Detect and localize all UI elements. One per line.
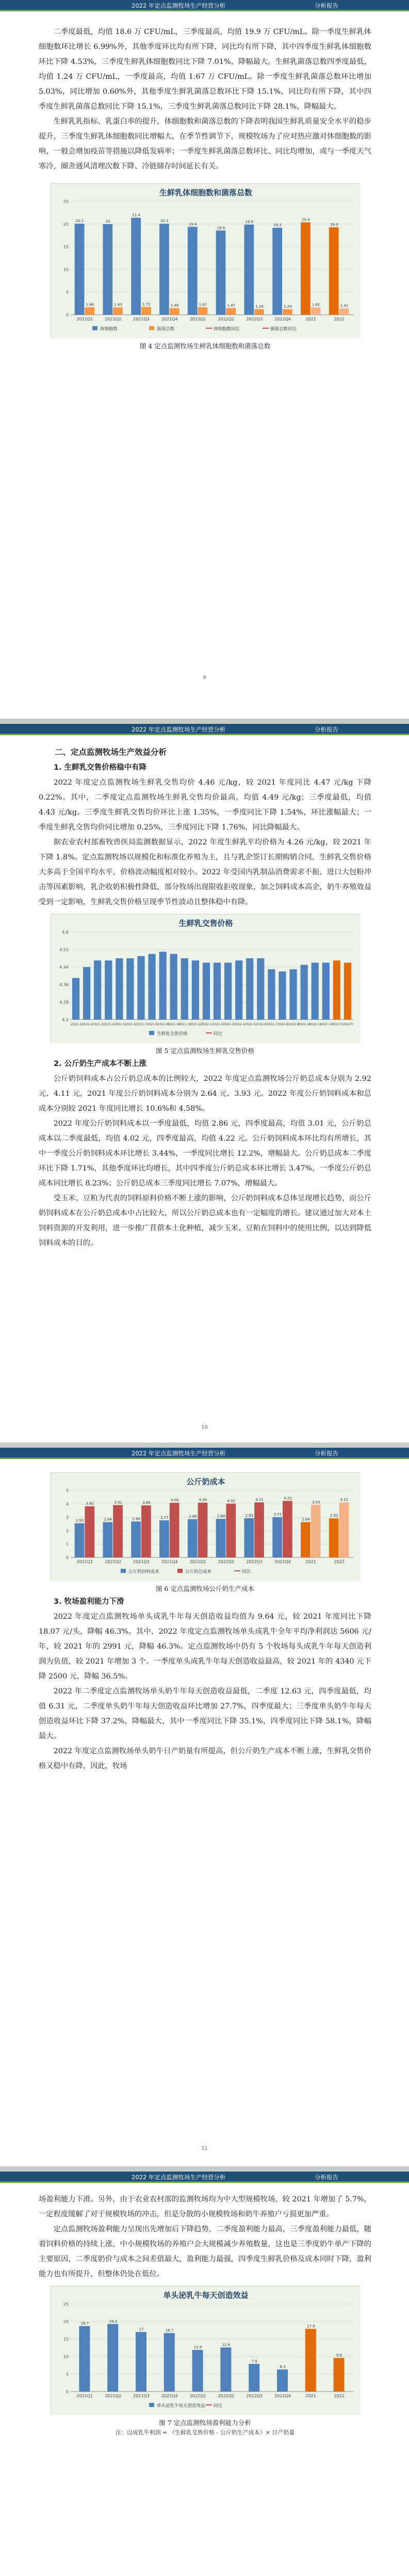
legend-label: 同比 [213,2403,222,2409]
bar [289,969,297,1020]
x-tick-label: 2021年 [331,1023,342,1026]
bar [339,1502,349,1557]
data-label: 19.3 [108,2319,117,2324]
y-tick-label: 4.6 [61,930,69,935]
paragraph: 2022 年度定点监测牧场生鲜乳交售均价 4.46 元/kg，较 2021 年度同比 4.47 元/kg 下降 0.22%。其中，二季度定点监测牧场生鲜乳交售均价最高，均值 4.49 元/kg；三季度最低，均值 4.43 元/kg。三季度生鲜乳交售均价环比上涨 1.35%，一季度同比下降 1.54%，环比涨幅最大；一季度生鲜乳交售均价同比增加 0.25%，三季度同比下降 1.76%，同比降幅最大。 [39,778,371,832]
y-tick-label: 1 [66,1542,69,1547]
header-right: 分析报告 [315,1450,338,1457]
x-tick-label: 2021Q4 [161,2394,178,2398]
bar [305,2329,316,2392]
page-header [0,724,409,735]
data-label: 17 [139,2327,143,2332]
data-label: 21.4 [132,213,140,217]
paragraph: 2022 年度定点监测牧场单头成乳牛年每天创造收益均值为 9.64 元，较 2021 年度同比下降 18.07 元/头，降幅 46.3%。其中，2022 年度定点监测牧场单头成乳牛全年平均净利润达 5606 元/年，较 2021 年的 2991 元，降幅 46.3%。定点监测牧场中仍有 5 个牧场每头成乳牛年每天创造利润为负值，较 2021 年增加 3 个。一季度单头成乳牛年每天创造收益最高，较 2021 年的 4340 元下降 2500 元，降幅 36.5%。 [39,1613,371,1681]
bar [116,958,123,1020]
bar [329,227,338,315]
data-label: 4.02 [226,1499,235,1503]
y-tick-label: 20 [63,2319,69,2324]
y-tick-label: 2 [66,1529,69,1533]
bar [131,218,141,315]
page-header [0,2172,409,2183]
bar [169,308,179,315]
bar [301,222,310,315]
legend-label: 公斤奶总成本 [185,1569,211,1574]
page-number: 11 [201,2146,208,2151]
figure-caption: 图 5 定点监测牧场生鲜乳交售价格 [156,1047,254,1055]
x-tick-label: 2022Q3 [246,2394,263,2398]
x-tick-label: 2021-12 [189,1023,202,1026]
x-tick-label: 2022-1 [201,1023,212,1026]
data-label: 2.64 [301,1517,310,1522]
bar [113,1505,123,1557]
bar [74,224,84,315]
bar [220,2347,231,2392]
bar [94,960,101,1020]
x-tick-label: 2021Q4 [161,317,178,321]
data-label: 20 [105,219,110,224]
x-tick-label: 2022Q4 [274,2394,291,2398]
legend-label: 菌落总数 [156,327,174,332]
data-label: 2.55 [75,1518,84,1523]
y-tick-label: 0 [66,1555,69,1560]
profit-chart [51,2286,360,2415]
data-label: 1.46 [170,303,178,308]
data-label: 19.2 [273,223,282,228]
section-heading: 二、定点监测牧场生产效益分析 [55,748,167,757]
x-tick-label: 2022 [333,317,345,321]
header-title: 2022 年定点监测牧场生产经营分析 [132,2,226,9]
x-tick-label: 2022Q2 [218,1560,234,1564]
page-number: 10 [201,1425,208,1430]
y-tick-label: 10 [63,267,69,272]
x-tick-label: 2022-4 [233,1023,244,1026]
y-tick-label: 15 [63,245,69,249]
y-tick-label: 5 [66,1488,69,1493]
bar [187,227,197,315]
y-tick-label: 4 [66,1502,69,1506]
milk-price-chart [51,914,360,1043]
data-label: 4.09 [199,1498,207,1502]
chart-title: 生鲜乳体细胞数和菌落总数 [159,188,252,197]
bar [226,1503,236,1557]
bar [148,954,155,1020]
data-label: 1.47 [226,303,235,308]
bar [300,965,307,1020]
bar [333,2358,344,2392]
data-label: 17.9 [306,2324,315,2329]
data-label: 3.82 [85,1501,94,1506]
paragraph: 场盈利能力下滑。另外，由于农业农村部的监测牧场均为中大型规模牧场，较 2021 年增加了 5.7%，一定程度缓解了对于规模牧场的冲击，但是分散的小规模牧场和奶牛养殖户亏损更加严重。 [39,2195,371,2218]
x-tick-label: 2022-10 [298,1023,311,1026]
bar [107,2324,118,2392]
x-tick-label: 2022Q4 [274,317,291,321]
data-label: 1.62 [312,302,320,307]
data-label: 19.4 [188,222,197,227]
bar [213,963,220,1020]
x-tick-label: 2021-10 [167,1023,181,1026]
data-label: 16.7 [165,2328,174,2333]
x-tick-label: 2022Q2 [218,2394,234,2398]
x-tick-label: 2021-11 [178,1023,191,1026]
paragraph: 2022 年二季度定点监测牧场单头奶牛年每天创造收益最低，二季度 12.63 元，四季度最低，均值 6.31 元，二季度单头奶牛年每天创造收益环比增加 27.7%，四季度最大；三季度单头奶牛年每天创造收益环比下降 37.2%，降幅最大，其中一季度同比下降 35.1%，四季度同比下降 58.1%，降幅最大。 [39,1687,371,1740]
bar [126,958,134,1020]
x-tick-label: 2021-9 [157,1023,169,1026]
page-content [39,2192,371,2437]
bar [224,963,232,1020]
chart-title: 公斤奶成本 [186,1477,225,1486]
data-label: 1.41 [340,303,348,308]
paragraph: 据农业农村部畜牧兽医局监测数据显示，2022 年度生鲜乳平均价格为 4.26 元/kg，较 2021 年下降 1.8%。定点监测牧场以规模化和标准化养殖为主，且与乳企签订长期购销合同，生鲜乳交售价格大多高于全国平均水平，价格波动幅度相对较小。2022 年受国内乳制品消费需求不振、进口大包粉冲击等因素影响，乳企收奶积极性降低，部分牧场出现限收拒收现象，加之饲料成本高企，奶牛养殖效益受到一定影响，生鲜乳交售价格呈现季节性波动且整体稳中有降。 [39,838,371,906]
legend-swatch [149,2403,154,2407]
legend-swatch [149,1031,154,1035]
legend-label: 同比 [213,1031,222,1037]
x-tick-label: 2021Q2 [104,317,121,321]
bar [257,958,264,1020]
bar [159,224,169,315]
legend-swatch [92,326,97,330]
bar [141,307,151,315]
data-label: 3.89 [142,1500,151,1505]
bar [272,228,282,315]
x-tick-label: 2021Q3 [133,317,150,321]
somatic-cell-chart [51,183,360,338]
bar [216,1519,225,1557]
page-content [39,744,371,1251]
bar [279,972,286,1020]
x-tick-label: 2021Q3 [133,2394,150,2398]
bar [136,2332,146,2392]
bar [137,956,144,1020]
legend-label: 体细胞数 [100,327,118,332]
y-tick-label: 15 [63,2337,69,2342]
bar [187,1519,197,1557]
y-tick-label: 4.52 [59,947,69,952]
x-tick-label: 2021-4 [103,1023,114,1026]
bar [198,307,207,315]
paragraph: 公斤奶饲料成本占公斤奶总成本的比例较大，2022 年度定点监测牧场公斤奶总成本分别为 2.92 元、4.11 元，2021 年度公斤奶饲料成本分别为 2.64 元、3.93 元。2022 年度公斤奶饲料成本和总成本分别较 2021 年度同比增长 10.6%和 4.58%。 [39,1075,371,1113]
bar [113,308,123,315]
bar [216,230,225,315]
legend-label: 生鲜乳交售价格 [156,1031,188,1037]
data-label: 1.67 [199,302,207,307]
bar [79,2326,90,2392]
subsection-heading: 1. 生鲜乳交售价格稳中有降 [54,764,147,772]
data-label: 6.3 [279,2365,286,2369]
bar [159,1520,169,1557]
x-tick-label: 2022年 [342,1023,353,1026]
y-tick-label: 0 [66,313,69,317]
x-tick-label: 2021Q1 [76,317,93,321]
bar [254,309,264,315]
bar [235,960,242,1020]
data-label: 7.9 [251,2359,257,2364]
data-label: 4.11 [340,1498,348,1502]
y-tick-label: 25 [63,2302,69,2307]
x-tick-label: 2022Q4 [274,1560,291,1564]
x-tick-label: 2022-2 [211,1023,223,1026]
bar [246,958,253,1020]
bar [191,960,199,1020]
data-label: 3.91 [113,1500,122,1505]
bar [310,1505,320,1557]
page-content [39,1468,371,1774]
y-tick-label: 3 [66,1515,69,1520]
x-tick-label: 2022-3 [222,1023,234,1026]
x-tick-label: 2021Q2 [104,2394,121,2398]
bar [249,2364,259,2392]
bar [198,1503,207,1557]
legend-label: 菌落总数同比 [270,327,297,332]
data-label: 1.72 [142,302,151,307]
bar [310,308,320,315]
chart-title: 生鲜乳交售价格 [178,919,233,928]
data-label: 1.66 [85,302,94,307]
x-tick-label: 2022-9 [287,1023,299,1026]
bar [169,1503,179,1557]
bar [322,963,329,1020]
page-number: 9 [203,675,206,681]
y-tick-label: 4.36 [59,982,69,987]
page-content [39,25,371,351]
y-tick-label: 10 [63,2354,69,2359]
data-label: 2.68 [132,1517,140,1521]
y-tick-label: 5 [66,290,69,295]
data-label: 1.24 [283,304,292,309]
bar [244,225,254,315]
bar [192,2350,203,2392]
x-tick-label: 2021 [305,2394,316,2398]
data-label: 3.01 [273,1512,282,1517]
milk-cost-chart [51,1472,360,1581]
bar [343,963,351,1020]
data-label: 19.3 [330,223,338,227]
legend-label: 体细胞数同比 [213,327,240,332]
bar [301,1522,310,1557]
legend-swatch [177,1569,183,1573]
x-tick-label: 2021-3 [92,1023,103,1026]
bar [283,309,292,315]
header-right: 分析报告 [315,2,338,9]
chart-background [51,184,361,338]
bar [333,960,340,1020]
data-label: 1.24 [255,304,264,309]
figure-note: 注：以成乳牛利润 = （生鲜乳交售价格 - 公斤奶生产成本）× 日产奶量 [115,2429,295,2436]
bar [311,963,318,1020]
paragraph: 2022 年度定点监测牧场单头奶牛日产奶量有所提高，但公斤奶生产成本不断上涨，生鲜乳交售价格又稳中有降，因此，牧场 [39,1747,371,1770]
x-tick-label: 2022Q1 [189,2394,206,2398]
y-tick-label: 4.2 [61,1018,69,1022]
data-label: 3.93 [312,1500,320,1504]
bar [103,1522,112,1557]
y-tick-label: 20 [63,222,69,227]
bar [131,1521,141,1557]
bar [268,969,275,1020]
x-tick-label: 2022-7 [266,1023,277,1026]
header-right: 分析报告 [315,726,338,733]
data-label: 2.93 [245,1513,253,1518]
bar [226,308,236,315]
data-label: 4.08 [170,1498,178,1502]
bar [329,1518,338,1557]
x-tick-label: 2021-6 [124,1023,136,1026]
x-tick-label: 2021Q3 [133,1560,150,1564]
bar [170,954,177,1020]
x-tick-label: 2021 [305,1560,316,1564]
legend-swatch [121,1569,126,1573]
bar [272,1517,282,1557]
y-tick-label: 25 [63,199,69,204]
data-label: 9.6 [336,2353,342,2358]
bar [105,960,112,1020]
x-tick-label: 2021-8 [146,1023,158,1026]
x-tick-label: 2021-7 [135,1023,147,1026]
data-label: 4.11 [255,1498,264,1502]
report-page-11 [0,1448,409,2166]
header-title: 2022 年定点监测牧场生产经营分析 [132,2174,226,2181]
bar [254,1502,264,1557]
legend-label: 公斤奶饲料成本 [128,1569,159,1574]
x-tick-label: 2022Q2 [218,317,234,321]
data-label: 19.9 [245,219,253,224]
data-label: 20.4 [301,217,310,222]
header-title: 2022 年定点监测牧场生产经营分析 [132,726,226,733]
legend-label: 同比 [241,1569,251,1574]
paragraph: 定点监测牧场盈利能力呈现出先增加后下降趋势，二季度盈利能力最高，三季度盈利能力最低，随着饲料价格的持续上涨，中小规模牧场的养殖户会大规模减少养殖数量，这也是三季度奶牛单产下降的主要原因，二季度奶价与成本之间差值最大，盈利能力最强，四季度生鲜乳价格及成本同时下降，盈利能力也有所提升，但整体仍处在低位。 [39,2225,371,2278]
report-page-9 [0,0,409,719]
x-tick-label: 2022 [333,2394,345,2398]
bar [83,967,90,1020]
bar [159,952,166,1020]
bar [85,307,94,315]
y-tick-label: 4.28 [59,1000,69,1005]
bar [141,1505,151,1557]
x-tick-label: 2022-6 [255,1023,266,1026]
x-tick-label: 2021-5 [113,1023,125,1026]
data-label: 2.92 [330,1514,338,1518]
y-tick-label: 0 [66,2389,69,2394]
x-tick-label: 2022-8 [276,1023,288,1026]
x-tick-label: 2021Q2 [104,1560,121,1564]
bar [339,309,349,315]
data-label: 2.86 [188,1514,197,1519]
x-tick-label: 2021Q4 [161,1560,178,1564]
x-tick-label: 2022Q1 [189,1560,206,1564]
subsection-heading: 3. 牧场盈利能力下滑 [54,1598,124,1606]
x-tick-label: 2022-12 [319,1023,333,1026]
report-page-12 [0,2172,409,2576]
legend-label: 单头泌乳牛每天创造效益 [156,2403,205,2409]
bar [72,978,79,1020]
x-tick-label: 2021Q1 [76,2394,93,2398]
data-label: 1.63 [113,302,122,307]
bar [103,224,112,315]
x-tick-label: 2022Q3 [246,1560,263,1564]
data-label: 2.64 [104,1517,112,1522]
paragraph: 受玉米、豆粕为代表的饲料原料价格不断上涨的影响，公斤奶饲料成本总体呈现增长趋势，而公斤奶饲料成本在公斤奶总成本中占比较大，所以公斤奶总成本也有一定幅度的增长。建议通过加大对本土饲料资源的开发利用，进一步推广苜蓿本土化种植，减少玉米、豆粕在饲料中的使用比例，以达到降低饲料成本的目的。 [39,1194,371,1247]
x-tick-label: 2021-2 [81,1023,92,1026]
x-tick-label: 2022Q3 [246,317,263,321]
header-right: 分析报告 [315,2174,338,2181]
bar [163,2333,174,2392]
page-header [0,0,409,11]
paragraph: 生鲜乳乳指标、乳蛋白率的提升，体细胞数和菌落总数的下降表明我国生鲜乳质量安全水平的稳步提升，三季度生鲜乳体细胞数同比增幅大，在季节性调节下，规模牧场为了应对热应激对体细胞数的影响，一般会增加疫苗等措施以降低发病率；一季度生鲜乳菌落总数环比、同比均增加，或与一季度天气寒冷，圈舍通风清理次数下降、冷链储存时间延长有关。 [39,117,371,171]
figure-caption: 图 7 定点监测牧场盈利能力分析 [159,2419,251,2427]
bar [85,1506,94,1557]
x-tick-label: 2021-1 [70,1023,81,1026]
data-label: 4.22 [283,1496,292,1501]
paragraph: 2022 年度公斤奶饲料成本以一季度最低，均值 2.86 元，四季度最高，均值 3.01 元，公斤奶总成本以二季度最低，均值 4.02 元，四季度最高，均值 4.22 元。公斤奶饲料成本环比均有所增长，其中一季度公斤奶饲料成本环比增长 3.44%，一季度同比增长 12.2%，增幅最大。公斤奶总成本二季度环比下降 1.71%，其他季度环比均增长，其中四季度公斤奶总成本环比增长 3.47%，一季度公斤奶总成本同比增长 8.23%；公斤奶总成本三季度同比增长 7.07%，增幅最大。 [39,1120,371,1188]
bar [181,958,188,1020]
x-tick-label: 2022-11 [308,1023,322,1026]
legend-swatch [149,326,154,330]
header-title: 2022 年定点监测牧场生产经营分析 [132,1450,226,1457]
x-tick-label: 2022Q1 [189,317,206,321]
data-label: 18.7 [80,2321,89,2326]
bar [74,1523,84,1557]
data-label: 20.1 [75,219,84,224]
data-label: 18.6 [217,226,225,230]
data-label: 2.77 [160,1515,169,1520]
figure-caption: 图 4 定点监测牧场生鲜乳体细胞数和菌落总数 [139,342,271,350]
y-tick-label: 4.44 [59,965,69,970]
chart-title: 单头泌乳牛每天创造效益 [162,2291,249,2300]
bar [277,2369,288,2392]
data-label: 2.88 [217,1514,225,1519]
bar [202,963,209,1020]
bar [244,1518,254,1557]
paragraph: 二季度最低，均值 18.6 万 CFU/mL，三季度最高，均值 19.9 万 CFU/mL。除一季度生鲜乳体细胞数环比增长 6.99%外，其他季度环比均有所下降，同比均有所下降，其中四季度生鲜乳体细胞数环比下降 4.53%，三季度生鲜乳体细胞数同比下降 7.01%，降幅最大。生鲜乳菌落总数四季度最低，均值 1.24 万 CFU/mL，一季度最高，均值 1.67 万 CFU/mL。除一季度生鲜乳菌落总数环比增加 5.03%，同比增加 0.60%外，其他季度生鲜乳菌落总数环比下降 15.1%，同比均有所下降，其中四季度生鲜乳菌落总数同比下降 15.1%，三季度生鲜乳菌落总数同比下降 28.1%，降幅最大。 [39,28,371,111]
y-tick-label: 5 [66,2372,69,2377]
data-label: 11.9 [193,2345,202,2350]
x-tick-label: 2022 [333,1560,345,1564]
data-label: 12.6 [222,2343,230,2347]
bar [283,1501,292,1557]
figure-caption: 图 6 定点监测牧场公斤奶生产成本 [156,1585,254,1592]
data-label: 20.1 [160,219,169,224]
page-header [0,1448,409,1459]
x-tick-label: 2021Q1 [76,1560,93,1564]
x-tick-label: 2022-5 [244,1023,255,1026]
subsection-heading: 2. 公斤奶生产成本不断上涨 [54,1060,147,1068]
x-tick-label: 2021 [305,317,316,321]
report-page-10 [0,724,409,1443]
